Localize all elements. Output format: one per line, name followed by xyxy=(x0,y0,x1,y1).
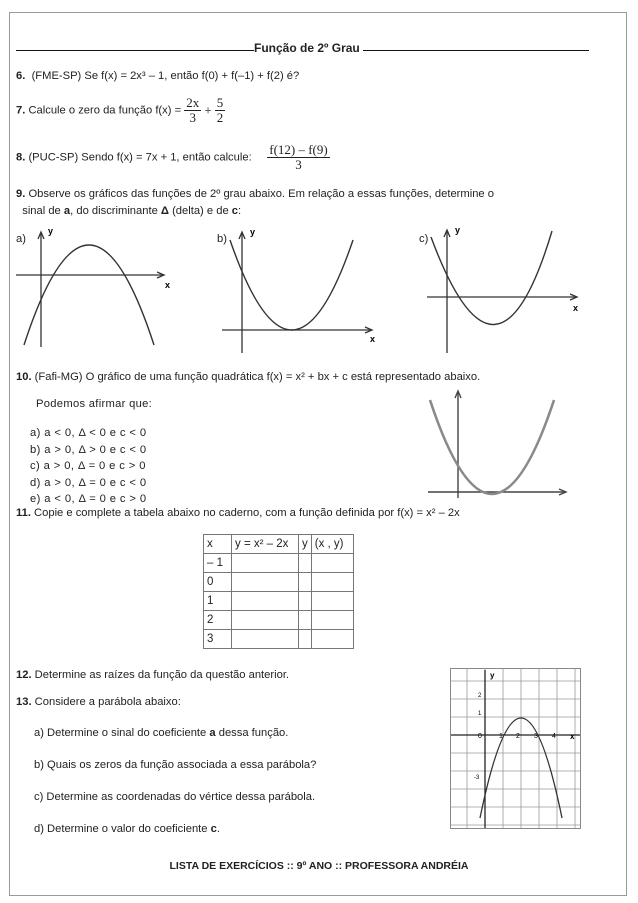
y-label: y xyxy=(48,226,54,236)
graph-a-label: a) xyxy=(16,233,26,245)
tick-y-2: 2 xyxy=(478,693,482,699)
tick-x-3: 3 xyxy=(534,733,538,740)
table-row: 3 xyxy=(204,630,354,649)
question-13-item-c: c) Determine as coordenadas do vértice dessa parábola. xyxy=(34,791,316,803)
x-label: x xyxy=(573,303,579,313)
header-x: x xyxy=(204,535,232,554)
tick-x-1: 1 xyxy=(499,733,503,740)
option-c: c) a > 0, Δ = 0 e c > 0 xyxy=(30,460,146,472)
question-13-item-d: d) Determine o valor do coeficiente c. xyxy=(34,823,220,835)
values-table xyxy=(203,534,354,649)
question-12: 12. Determine as raízes da função da questão anterior. xyxy=(16,669,290,681)
question-10: 10. (Fafi-MG) O gráfico de uma função quadrática f(x) = x² + bx + c está representado abaixo. xyxy=(16,371,481,383)
y-label: y xyxy=(455,225,461,235)
table-row: 0 xyxy=(204,573,354,592)
option-e: e) a < 0, Δ = 0 e c > 0 xyxy=(30,493,147,505)
question-7: 7. Calcule o zero da função f(x) = $\frac{2x}{3}$ + $\frac{5}{2}$ xyxy=(16,95,224,125)
question-10-graph xyxy=(420,388,570,500)
question-10-prompt: Podemos afirmar que: xyxy=(36,398,153,410)
footer: LISTA DE EXERCÍCIOS :: 9º ANO :: PROFESSORA ANDRÉIA xyxy=(169,860,469,872)
header-y: y xyxy=(299,535,312,554)
option-b: b) a > 0, Δ > 0 e c < 0 xyxy=(30,443,147,456)
parabola xyxy=(431,231,552,325)
question-13-item-b: b) Quais os zeros da função associada a essa parábola? xyxy=(34,759,317,771)
page-title: Função de 2º Grau xyxy=(16,41,612,55)
table-row: 1 xyxy=(204,592,354,611)
y-label: y xyxy=(250,227,256,237)
table-header xyxy=(204,535,354,554)
question-13-item-a: a) Determine o sinal do coeficiente a dessa função. xyxy=(34,727,289,739)
graph-c-label: c) xyxy=(419,233,429,245)
y-label: y xyxy=(490,671,495,680)
x-label: x xyxy=(165,280,171,290)
header-pair: (x , y) xyxy=(311,535,353,554)
graph-c xyxy=(425,225,590,355)
tick-y-1: 1 xyxy=(478,711,482,717)
question-13: 13. Considere a parábola abaixo: xyxy=(16,696,181,708)
header-expression: y = x² – 2x xyxy=(232,535,299,554)
question-9: 9. Observe os gráficos das funções de 2º grau abaixo. Em relação a essas funções, determine o sinal de a, do discriminante Δ (delta) e de c: xyxy=(16,188,494,217)
x-label: x xyxy=(370,334,376,344)
graph-a xyxy=(14,225,179,350)
table-row: – 1 xyxy=(204,554,354,573)
graph-b-label: b) xyxy=(217,233,227,245)
option-a: a) a < 0, Δ < 0 e c < 0 xyxy=(30,427,147,439)
parabola xyxy=(230,240,353,330)
grid-border xyxy=(451,669,581,829)
table-row: 2 xyxy=(204,611,354,630)
tick-x-0: 0 xyxy=(478,733,482,740)
parabola xyxy=(24,245,154,345)
x-label: x xyxy=(570,732,575,741)
question-8: 8. (PUC-SP) Sendo f(x) = 7x + 1, então calcule: $\frac{f(12) - f(9)}{3}$ xyxy=(16,142,328,172)
tick-x-4: 4 xyxy=(552,733,556,740)
tick-y-neg3: -3 xyxy=(474,775,480,781)
question-6: 6. (FME-SP) Se f(x) = 2x³ – 1, então f(0) + f(–1) + f(2) é? xyxy=(16,70,300,82)
tick-x-2: 2 xyxy=(516,733,520,740)
parabola xyxy=(430,400,554,494)
question-10-options xyxy=(30,425,147,508)
graph-b xyxy=(220,225,385,355)
option-d: d) a > 0, Δ = 0 e c < 0 xyxy=(30,476,147,489)
question-11: 11. Copie e complete a tabela abaixo no caderno, com a função definida por f(x) = x² – 2x xyxy=(16,507,460,519)
question-13-graph xyxy=(450,668,582,831)
